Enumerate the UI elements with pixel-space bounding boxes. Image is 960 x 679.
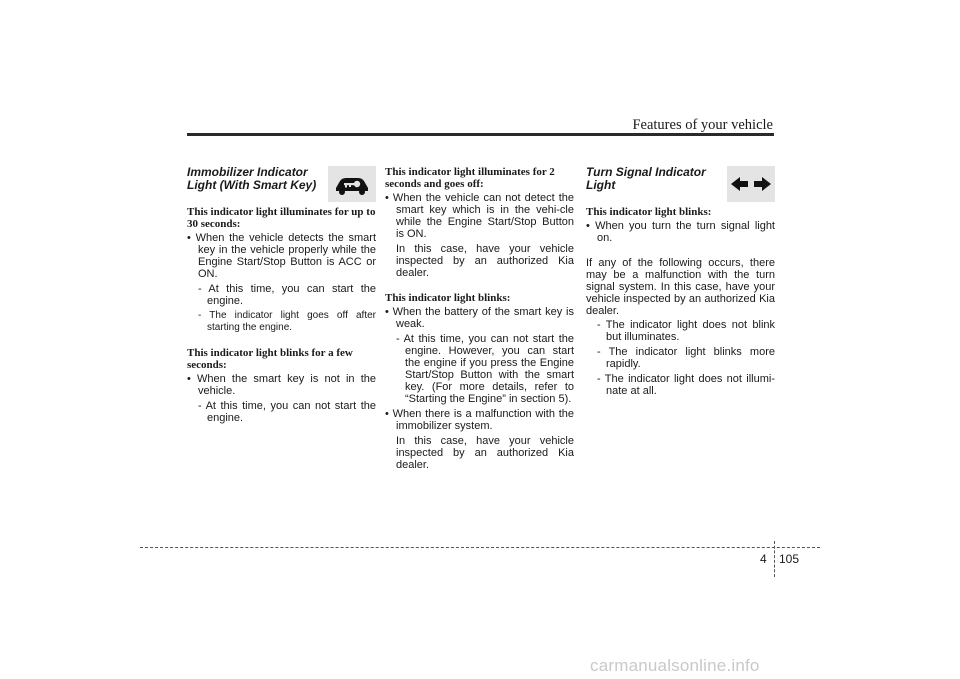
list-item: • When the vehicle can not detect the smart key which is in the vehi-cle while the Engine Start/Stop Button is ON. bbox=[385, 192, 574, 240]
immobilizer-heading-blinks-2: This indicator light blinks: bbox=[385, 292, 511, 304]
footer-divider bbox=[774, 541, 775, 577]
key-car-icon bbox=[328, 166, 376, 202]
footer-rule bbox=[140, 547, 820, 548]
page-number: 105 bbox=[779, 552, 800, 566]
list-item: • When the vehicle detects the smart key in the vehicle properly while the Engine Start/Stop Button is ACC or ON. bbox=[187, 232, 376, 280]
column-immobilizer bbox=[187, 166, 376, 427]
immobilizer-heading-2s: This indicator light illuminates for 2 seconds and goes off: bbox=[385, 166, 555, 190]
column-immobilizer-continued bbox=[385, 166, 574, 474]
list-item: - The indicator light goes off after starting the engine. bbox=[198, 310, 376, 333]
list-item: • When you turn the turn signal light on. bbox=[586, 220, 775, 244]
paragraph: In this case, have your vehicle inspected by an authorized Kia dealer. bbox=[396, 435, 574, 471]
turn-signal-section-title: Turn Signal Indicator Light bbox=[586, 165, 706, 192]
watermark: carmanualsonline.info bbox=[590, 656, 760, 675]
list-item: • When the smart key is not in the vehicle. bbox=[187, 373, 376, 397]
paragraph: In this case, have your vehicle inspected by an authorized Kia dealer. bbox=[396, 243, 574, 279]
turn-signal-section-header bbox=[586, 166, 775, 206]
list-item: - At this time, you can not start the engine. bbox=[198, 400, 376, 424]
list-item: - At this time, you can start the engine. bbox=[198, 283, 376, 307]
immobilizer-section-header bbox=[187, 166, 376, 206]
header-rule bbox=[187, 133, 774, 136]
immobilizer-heading-blinks: This indicator light blinks for a few seconds: bbox=[187, 347, 353, 371]
list-item: - The indicator light blinks more rapidly. bbox=[597, 346, 775, 370]
turn-signal-heading: This indicator light blinks: bbox=[586, 206, 712, 218]
column-turn-signal bbox=[586, 166, 775, 400]
paragraph: If any of the following occurs, there may be a malfunction with the turn signal system. In this case, have your vehicle inspected by an authorized Kia dealer. bbox=[586, 257, 775, 317]
list-item: - The indicator light does not illumi-nate at all. bbox=[597, 373, 775, 397]
list-item: • When the battery of the smart key is weak. bbox=[385, 306, 574, 330]
page-header-title: Features of your vehicle bbox=[632, 117, 773, 133]
chapter-number: 4 bbox=[760, 552, 767, 566]
turn-arrows-icon bbox=[727, 166, 775, 202]
list-item: • When there is a malfunction with the immobilizer system. bbox=[385, 408, 574, 432]
immobilizer-section-title: Immobilizer Indicator Light (With Smart Key) bbox=[187, 165, 317, 192]
list-item: - The indicator light does not blink but illuminates. bbox=[597, 319, 775, 343]
immobilizer-heading-30s: This indicator light illuminates for up to 30 seconds: bbox=[187, 206, 376, 230]
list-item: - At this time, you can not start the engine. However, you can start the engine if you press the Engine Start/Stop Button with the smart key. (For more details, refer to “Starting the Engine” in section 5). bbox=[396, 333, 574, 405]
